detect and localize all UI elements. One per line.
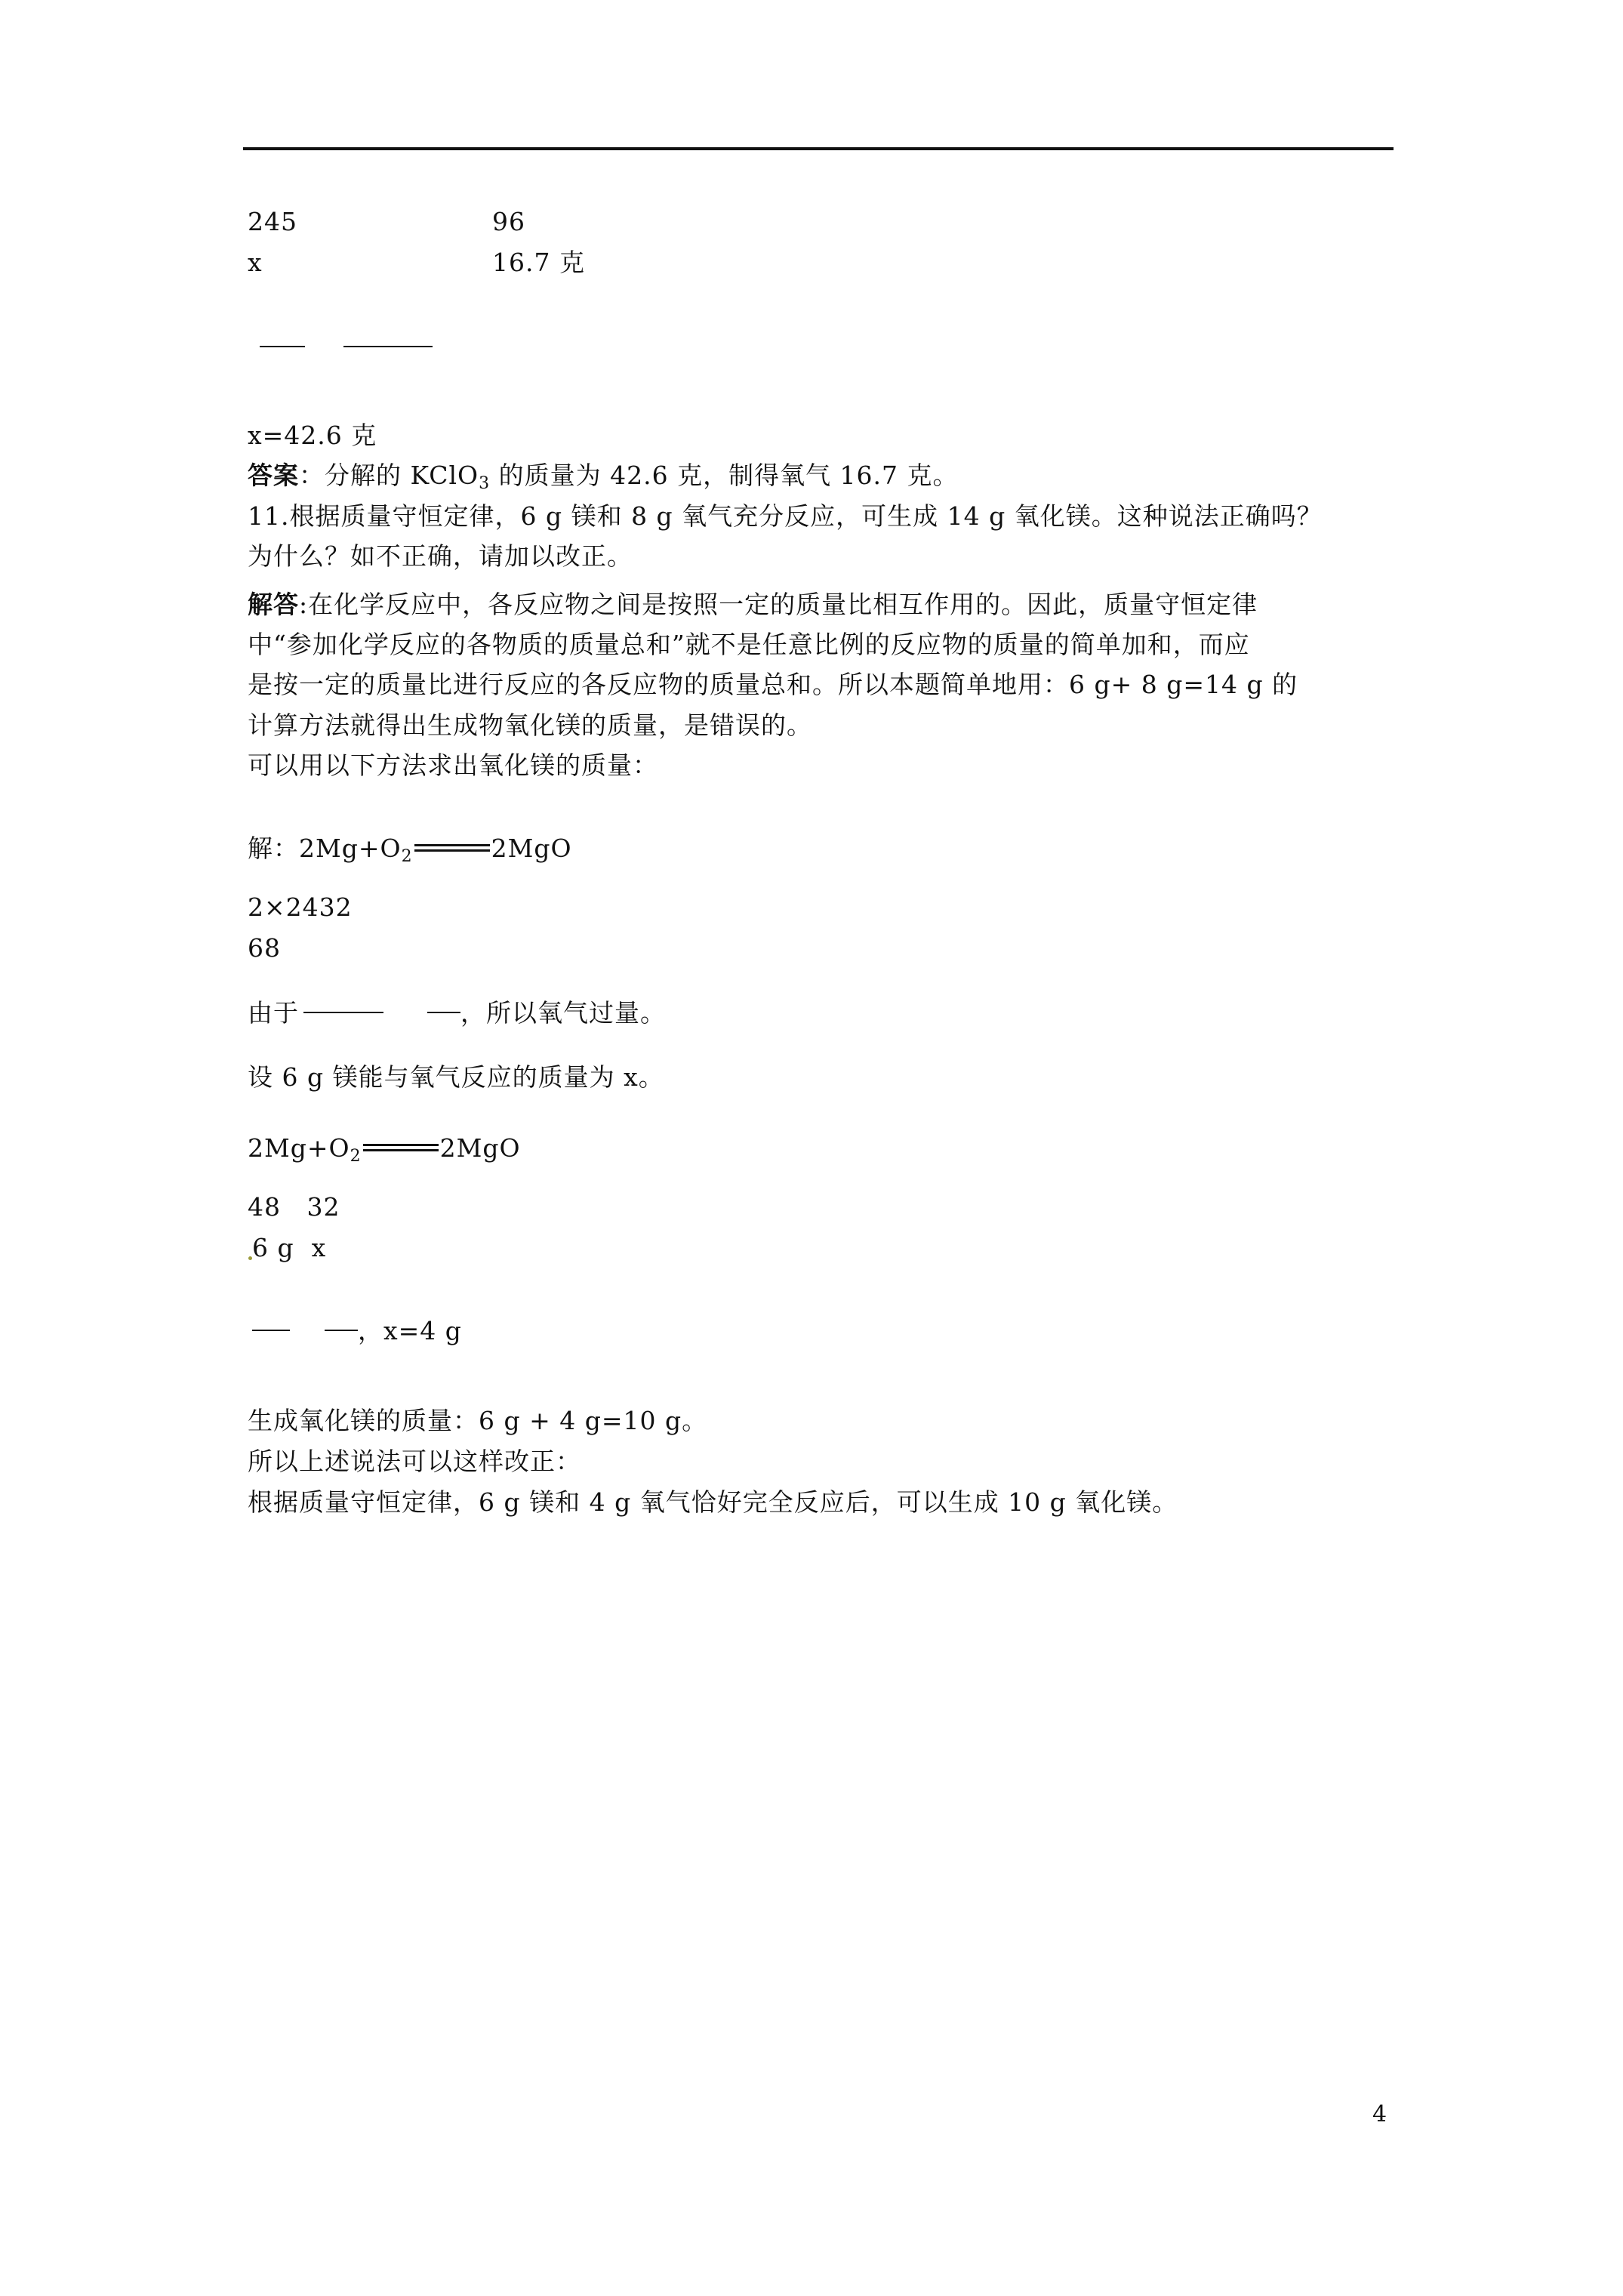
question-11-line1: 11.根据质量守恒定律，6 g 镁和 8 g 氧气充分反应，可生成 14 g 氧化镁。这种说法正确吗？ <box>248 501 1323 531</box>
equation-2 <box>248 1130 521 1175</box>
answer-label: 答案 <box>248 461 299 490</box>
calc1-row2-right: 16.7 克 <box>492 248 585 277</box>
correction-intro: 所以上述说法可以这样改正： <box>248 1447 581 1476</box>
mgo-mass-line: 生成氧化镁的质量：6 g + 4 g=10 g。 <box>248 1406 708 1435</box>
since-line <box>248 995 666 1031</box>
ratio-line <box>248 1313 462 1349</box>
question-11-line2: 为什么？如不正确，请加以改正。 <box>248 541 633 571</box>
solution-line2: 中“参加化学反应的各物质的质量总和”就不是任意比例的反应物的质量的简单加和，而应 <box>248 630 1250 659</box>
answer-line <box>248 458 959 502</box>
solution-line1 <box>248 587 1258 623</box>
fraction-bar <box>427 1012 460 1013</box>
calc1-row1 <box>248 204 297 240</box>
equation-1 <box>248 831 572 875</box>
equation-1-product: 2MgO <box>491 834 572 863</box>
solution-label: 解答 <box>248 590 299 619</box>
equation-2-reactants: 2Mg+O <box>248 1133 350 1163</box>
calc1-row1-right: 96 <box>492 207 525 236</box>
equation-1-reactants: 解：2Mg+O <box>248 834 402 863</box>
equation-2-given: 6 g x <box>252 1233 327 1262</box>
solution-line3: 是按一定的质量比进行反应的各反应物的质量总和。所以本题简单地用：6 g+ 8 g=14 g 的 <box>248 670 1298 699</box>
calc1-row1-left: 245 <box>248 207 297 236</box>
ratio-suffix: ，x=4 g <box>358 1316 462 1345</box>
page-number: 4 <box>1372 2101 1387 2128</box>
fraction-bar <box>260 346 305 347</box>
set-x-line: 设 6 g 镁能与氧气反应的质量为 x。 <box>248 1062 664 1092</box>
answer-text-a: ：分解的 KClO <box>299 461 479 490</box>
equation-1-sub: 2 <box>401 847 413 866</box>
fraction-bar <box>303 1012 383 1013</box>
since-prefix: 由于 <box>248 998 299 1028</box>
equation-1-mass2: 68 <box>248 933 281 963</box>
fraction-bar <box>343 346 433 347</box>
reaction-arrow-icon <box>363 1144 439 1151</box>
solution-line4: 计算方法就得出生成物氧化镁的质量，是错误的。 <box>248 710 812 740</box>
solution-line5: 可以用以下方法求出氧化镁的质量： <box>248 750 658 780</box>
since-suffix: ，所以氧气过量。 <box>460 998 666 1028</box>
reaction-arrow-icon <box>414 844 490 852</box>
equation-1-masses: 2×2432 <box>248 892 353 922</box>
result-x: x=42.6 克 <box>248 421 377 450</box>
answer-sub: 3 <box>479 474 491 493</box>
solution-text-1: :在化学反应中，各反应物之间是按照一定的质量比相互作用的。因此，质量守恒定律 <box>299 590 1258 619</box>
answer-text-b: 的质量为 42.6 克，制得氧气 16.7 克。 <box>490 461 959 490</box>
header-rule <box>243 147 1394 150</box>
fraction-bar <box>325 1330 358 1331</box>
equation-2-masses: 48 32 <box>248 1192 340 1222</box>
correction-text: 根据质量守恒定律，6 g 镁和 4 g 氧气恰好完全反应后，可以生成 10 g 氧化镁。 <box>248 1487 1178 1517</box>
calc1-row2-left: x <box>248 248 263 277</box>
fraction-bar <box>252 1330 290 1331</box>
equation-2-product: 2MgO <box>439 1133 521 1163</box>
equation-2-sub: 2 <box>350 1147 362 1166</box>
